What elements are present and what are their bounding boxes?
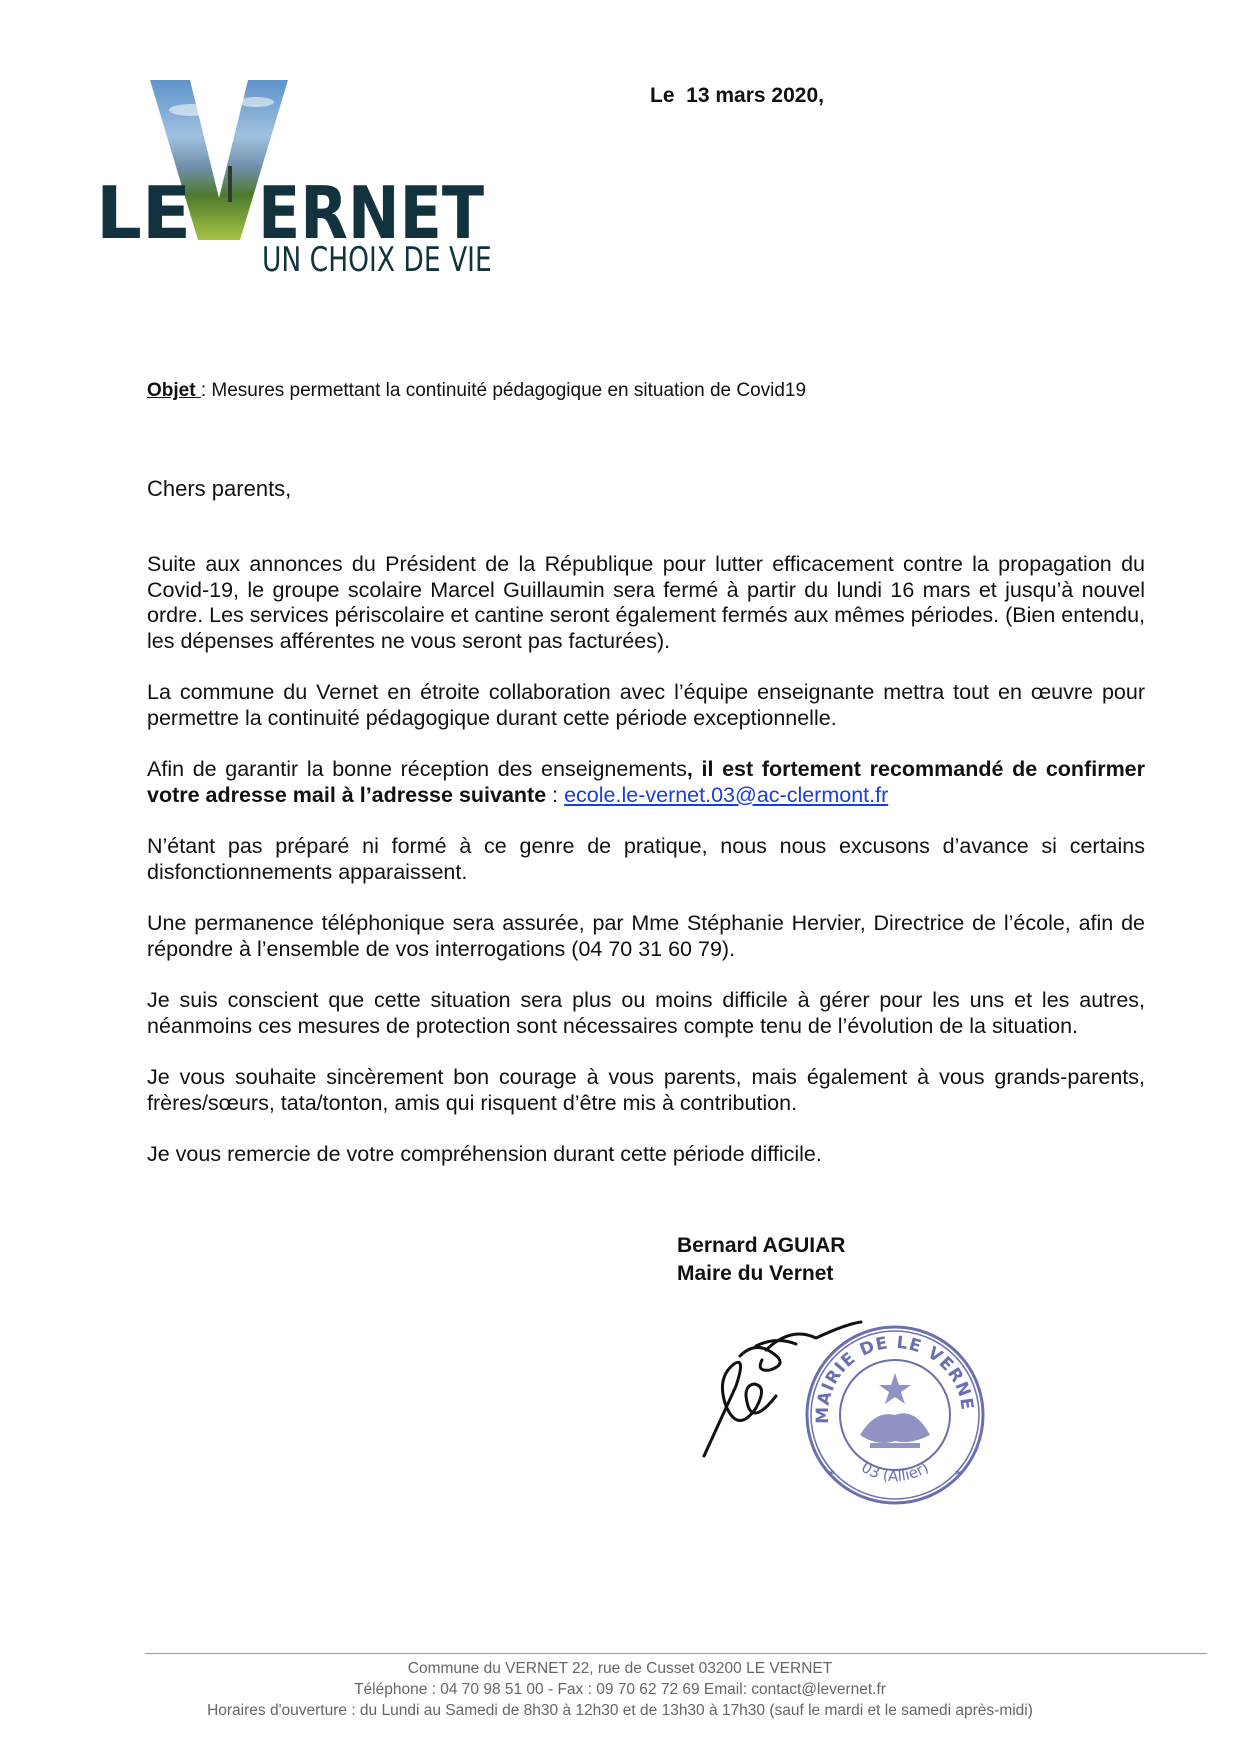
svg-text:*: * <box>955 1468 962 1484</box>
school-email-link[interactable]: ecole.le-vernet.03@ac-clermont.fr <box>564 782 889 807</box>
letter-date: Le 13 mars 2020, <box>650 84 824 107</box>
paragraph-hotline: Une permanence téléphonique sera assurée, par Mme Stéphanie Hervier, Directrice de l’école, afin de répondre à l’ensemble de vos interrogations (04 70 31 60 79). <box>147 911 1145 961</box>
greeting: Chers parents, <box>147 476 292 501</box>
logo-text-left: LE <box>96 171 192 250</box>
email-request-emphasis: , il est fortement recommandé de confirmer votre adresse mail à l’adresse suivante <box>147 757 1146 807</box>
paragraph-email-request: Afin de garantir la bonne réception des enseignements, il est fortement recommandé de confirmer votre adresse mail à l’adresse suivante : ecole.le-vernet.03@ac-clermont.fr <box>147 757 1146 807</box>
footer <box>0 1658 1240 1721</box>
paragraph-collaboration: La commune du Vernet en étroite collaboration avec l’équipe enseignante mettra tout en œuvre pour permettre la continuité pédagogique durant cette période exceptionnelle. <box>147 680 1145 730</box>
stamp-bottom-text: 03 (Allier) <box>858 1458 932 1486</box>
subject-label: Objet <box>147 380 201 401</box>
stamp-emblem-icon <box>860 1373 930 1448</box>
svg-text:*: * <box>828 1468 835 1484</box>
paragraph-apology: N’étant pas préparé ni formé à ce genre de pratique, nous nous excusons d’avance si certains disfonctionnements apparaissent. <box>147 834 1145 884</box>
footer-hours: Horaires d'ouverture : du Lundi au Samedi de 8h30 à 12h30 et de 13h30 à 17h30 (sauf le mardi et le samedi après-midi) <box>207 1702 1033 1719</box>
paragraph-encouragement: Je vous souhaite sincèrement bon courage à vous parents, mais également à vous grands-parents, frères/sœurs, tata/tonton, amis qui risquent d’être mis à contribution. <box>147 1065 1145 1115</box>
logo-tagline: UN CHOIX DE VIE <box>262 240 492 280</box>
signatory-name: Bernard AGUIAR <box>677 1234 846 1257</box>
paragraph-announcement: Suite aux annonces du Président de la République pour lutter efficacement contre la propagation du Covid-19, le groupe scolaire Marcel Guillaumin sera fermé à partir du lundi 16 mars et jusqu’à nouvel ordre. Les services périscolaire et cantine seront également fermés aux mêmes périodes. (Bien entendu, les dépenses afférentes ne vous seront pas facturées). <box>147 552 1145 653</box>
footer-contact: Téléphone : 04 70 98 51 00 - Fax : 09 70 62 72 69 Email: contact@levernet.fr <box>354 1681 886 1698</box>
town-hall-stamp <box>800 1315 990 1510</box>
svg-text:03 (Allier) <box>858 1458 932 1485</box>
signatory-block <box>677 1232 845 1288</box>
footer-address: Commune du VERNET 22, rue de Cusset 03200 LE VERNET <box>407 1660 833 1677</box>
paragraph-situation: Je suis conscient que cette situation sera plus ou moins difficile à gérer pour les uns et les autres, néanmoins ces mesures de protection sont nécessaires compte tenu de l’évolution de la situation. <box>147 988 1145 1038</box>
paragraph-thanks: Je vous remercie de votre compréhension durant cette période difficile. <box>147 1142 822 1166</box>
stamp-top-text: MAIRIE DE LE VERNE <box>812 1332 978 1424</box>
subject-line <box>147 380 806 402</box>
subject-text: : Mesures permettant la continuité pédagogique en situation de Covid19 <box>200 380 807 401</box>
logo-graphic <box>96 80 486 250</box>
footer-divider <box>145 1653 1207 1654</box>
signatory-title: Maire du Vernet <box>677 1262 834 1285</box>
letter-body <box>147 552 1145 1194</box>
logo-text-right: ERNET <box>258 171 484 250</box>
